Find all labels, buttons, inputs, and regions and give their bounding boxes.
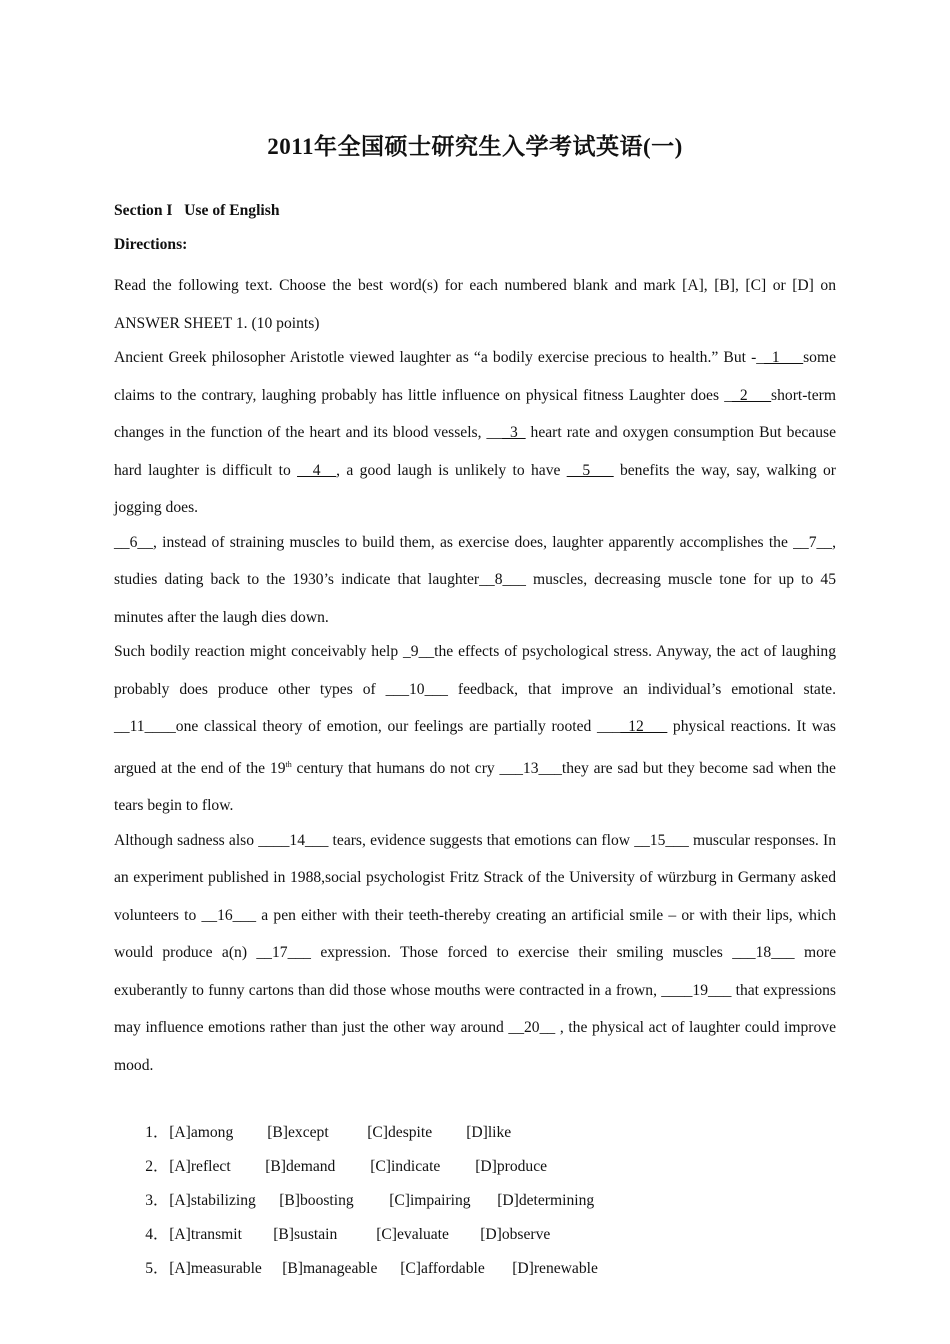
blank-2: _2___ — [732, 386, 772, 404]
passage-paragraph-4: Although sadness also ____14___ tears, evidence suggests that emotions can flow __15___ muscular responses. In an experiment published in 1988,social psychologist Fritz Strack of the University of würzburg in Germany asked volunteers to __16___ a pen either with their teeth-thereby creating an artificial smile – or with their lips, which would produce a(n) __17___ expression. Those forced to exercise their smiling muscles ___18___ more exuberantly to funny cartons than did those whose mouths were contracted in a frown, ____19___ that expressions may influence emotions rather than just the other way around __20__ , the physical act of laughter could improve mood. — [114, 831, 836, 1074]
p3-text-2: physical reactions. It was argued at the end of the 19 — [114, 718, 836, 777]
option-a: [A]transmit — [169, 1226, 242, 1243]
p1-text-1: Ancient Greek philosopher Aristotle viewed laughter as “a bodily exercise precious to health.” But -_ — [114, 349, 765, 366]
option-d: [D]like — [466, 1124, 512, 1141]
passage-paragraph-1 — [114, 339, 836, 527]
exam-content — [114, 199, 836, 1277]
option-d: [D]observe — [480, 1226, 551, 1243]
option-b: [B]except — [267, 1124, 329, 1141]
p3-text-1: Such bodily reaction might conceivably help _9__the effects of psychological stress. Anyway, the act of laughing probably does produce other types of ___10___ feedback, that improve an individual’s emotional state. __11____one classical theory of emotion, our feelings are partially rooted ___ — [114, 643, 836, 735]
question-number: 1． — [145, 1124, 169, 1141]
option-a: [A]reflect — [169, 1158, 231, 1175]
blank-12: _12___ — [620, 718, 668, 735]
question-number: 3． — [145, 1192, 169, 1209]
option-d: [D]determining — [497, 1192, 595, 1209]
p1-text-5: , a good laugh is unlikely to have — [336, 461, 567, 479]
option-a: [A]measurable — [169, 1260, 262, 1277]
p1-text-6: benefits the way, say, walking or jogging does. — [114, 461, 836, 516]
passage-paragraph-2: __6__, instead of straining muscles to build them, as exercise does, laughter apparently accomplishes the __7__, studies dating back to the 1930’s indicate that laughter__8___ muscles, decreasing muscle tone for up to 45 minutes after the laugh dies down. — [114, 533, 836, 626]
option-c: [C]despite — [367, 1124, 433, 1141]
p1-text-3: short-term changes in the function of the heart and its blood vessels, __ — [114, 386, 836, 441]
p1-text-2: some claims to the contrary, laughing probably has little influence on physical fitness Laughter does _ — [114, 349, 836, 404]
superscript-th: th — [285, 759, 292, 769]
option-d: [D]renewable — [512, 1260, 598, 1277]
question-number: 4． — [145, 1226, 169, 1243]
p1-text-4: heart rate and oxygen consumption But because hard laughter is difficult to — [114, 424, 836, 479]
blank-3: _3_ — [502, 424, 526, 441]
option-a: [A]among — [169, 1124, 234, 1141]
blank-1: _1___ — [764, 349, 804, 366]
option-c: [C]evaluate — [376, 1226, 449, 1243]
p3-text-3: century that humans do not cry ___13___they are sad but they become sad when the tears begin to flow. — [114, 759, 836, 814]
option-c: [C]indicate — [370, 1158, 441, 1175]
option-b: [B]manageable — [282, 1260, 378, 1277]
blank-4: __4__ — [297, 461, 337, 479]
passage-paragraph-3 — [114, 633, 836, 825]
question-number: 5． — [145, 1260, 169, 1277]
section-heading: Section I Use of English — [114, 202, 280, 219]
blank-5: __5___ — [566, 461, 614, 479]
option-a: [A]stabilizing — [169, 1192, 256, 1209]
option-b: [B]sustain — [273, 1226, 338, 1243]
option-c: [C]impairing — [389, 1192, 471, 1209]
option-d: [D]produce — [475, 1158, 548, 1175]
directions-label: Directions: — [114, 236, 188, 253]
option-b: [B]boosting — [279, 1192, 354, 1209]
question-row — [114, 1082, 836, 1141]
question-list — [114, 1082, 836, 1277]
page-title: 2011年全国硕士研究生入学考试英语(一) — [267, 134, 683, 159]
directions-text: Read the following text. Choose the best word(s) for each numbered blank and mark [A], [B], [C] or [D] on ANSWER SHEET 1. (10 points) — [114, 277, 836, 332]
question-number: 2． — [145, 1158, 169, 1175]
option-c: [C]affordable — [400, 1260, 485, 1277]
option-b: [B]demand — [265, 1158, 336, 1175]
